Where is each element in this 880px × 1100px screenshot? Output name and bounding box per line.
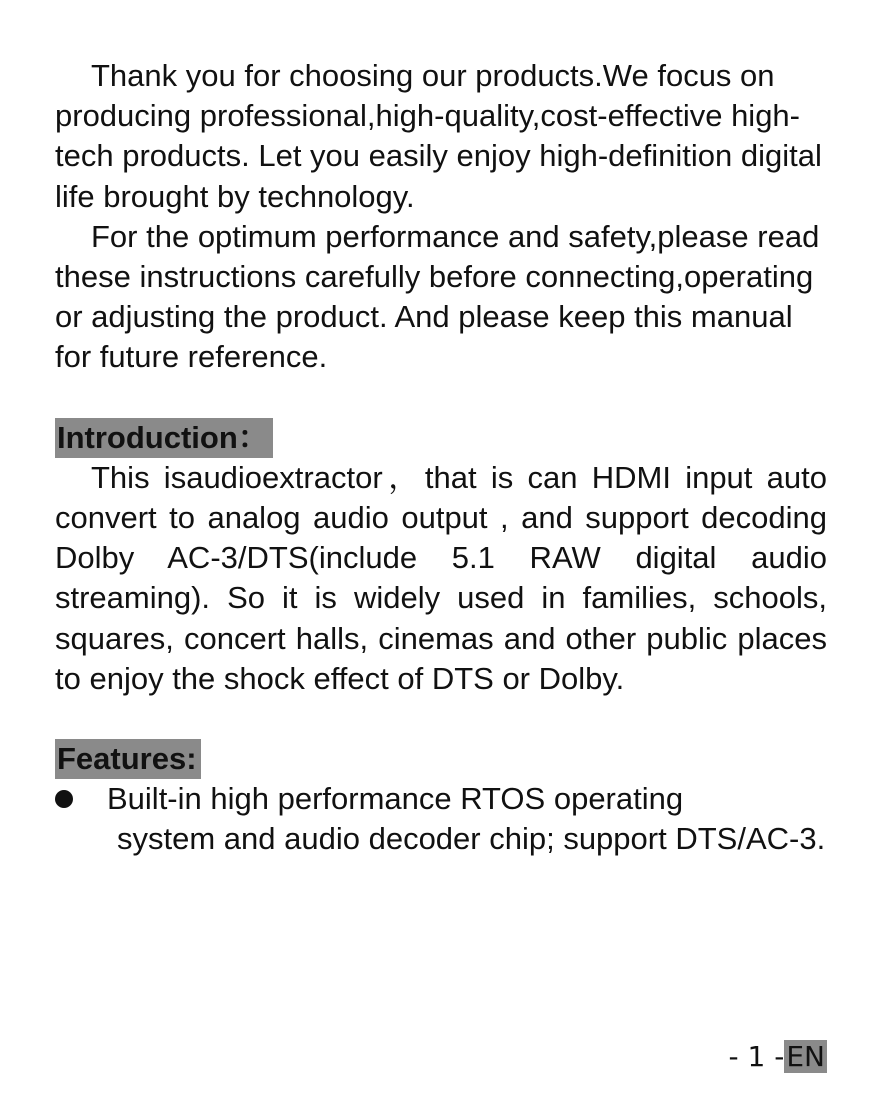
bullet-dot-icon <box>55 790 73 808</box>
features-heading-row <box>55 739 827 779</box>
intro-paragraph-safety <box>55 217 827 378</box>
features-list <box>55 779 827 859</box>
language-badge: EN <box>786 1040 825 1073</box>
feature-text-rest: system and audio decoder chip; support DTS/AC-3. <box>117 821 826 857</box>
intro-safety-text: For the optimum performance and safety,please read these instructions carefully before connecting,operating or adjusting the product. And please keep this manual for future reference. <box>55 218 820 375</box>
section-gap <box>55 699 827 739</box>
introduction-heading: Introduction： <box>55 418 273 458</box>
feature-text-line1: Built-in high performance RTOS operating <box>107 781 684 817</box>
features-heading: Features: <box>55 739 201 779</box>
list-item <box>55 779 827 859</box>
manual-page <box>55 56 827 860</box>
page-number: - 1 - <box>728 1040 785 1073</box>
intro-thanks-text: Thank you for choosing our products.We focus on producing professional,high-quality,cost-effective high-tech products. Let you easily enjoy high-definition digital life brought by technology. <box>55 58 822 214</box>
introduction-heading-row <box>55 418 827 458</box>
intro-paragraph-thanks <box>55 56 827 217</box>
page-footer <box>729 1037 827 1077</box>
introduction-body-text: This isaudioextractor，that is can HDMI input auto convert to analog audio output , and support decoding Dolby AC-3/DTS(include 5.1 RAW digital audio streaming). So it is widely used in families, schools, squares, concert halls, cinemas and other public places to enjoy the shock effect of DTS or Dolby. <box>55 459 827 696</box>
introduction-body <box>55 458 827 699</box>
section-gap <box>55 378 827 418</box>
